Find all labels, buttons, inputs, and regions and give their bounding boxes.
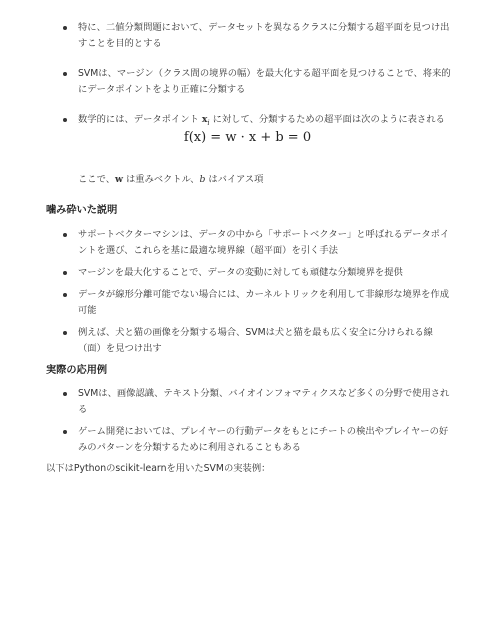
intro-list (63, 20, 453, 145)
section-heading-simple: 噛み砕いた説明 (46, 205, 118, 216)
vector-x: x (201, 114, 208, 125)
math-item-prefix: 数学的には、データポイント (78, 114, 202, 125)
applications-list (63, 386, 453, 462)
code-example-intro: 以下はPythonのscikit-learnを用いたSVMの実装例： (46, 463, 271, 474)
list-item: マージンを最大化することで、データの変動に対しても頑健な分類境界を提供 (63, 265, 453, 281)
subscript-i: i (207, 118, 210, 127)
list-item: サポートベクターマシンは、データの中から「サポートベクター」と呼ばれるデータポイントを選び、これらを基に最適な境界線（超平面）を引く手法 (63, 227, 453, 259)
weight-vector-symbol: w (115, 174, 124, 185)
math-item-suffix: に対して、分類するための超平面は次のように表される (209, 114, 445, 125)
list-item: SVMは、マージン（クラス間の境界の幅）を最大化する超平面を見つけることで、将来的にデータポイントをより正確に分類する (63, 66, 453, 98)
explanation-suffix: はバイアス項 (205, 174, 264, 185)
explanation-middle: は重みベクトル、 (123, 174, 200, 185)
list-item: ゲーム開発においては、プレイヤーの行動データをもとにチートの検出やプレイヤーの好みのパターンを分類するために利用されることもある (63, 424, 453, 456)
hyperplane-formula: f(x) = w · x + b = 0 (183, 130, 312, 145)
section-heading-applications: 実際の応用例 (46, 365, 108, 376)
list-item: 特に、二値分類問題において、データセットを異なるクラスに分類する超平面を見つけ出すことを目的とする (63, 20, 453, 52)
list-item: SVMは、画像認識、テキスト分類、バイオインフォマティクスなど多くの分野で使用される (63, 386, 453, 418)
simple-explanation-list (63, 227, 453, 363)
formula-explanation (78, 172, 263, 188)
list-item: 例えば、犬と猫の画像を分類する場合、SVMは犬と猫を最も広く安全に分けられる線（面）を見つけ出す (63, 325, 453, 357)
list-item: データが線形分離可能でない場合には、カーネルトリックを利用して非線形な境界を作成可能 (63, 287, 453, 319)
bias-symbol: b (199, 174, 206, 185)
explanation-prefix: ここで、 (78, 174, 116, 185)
